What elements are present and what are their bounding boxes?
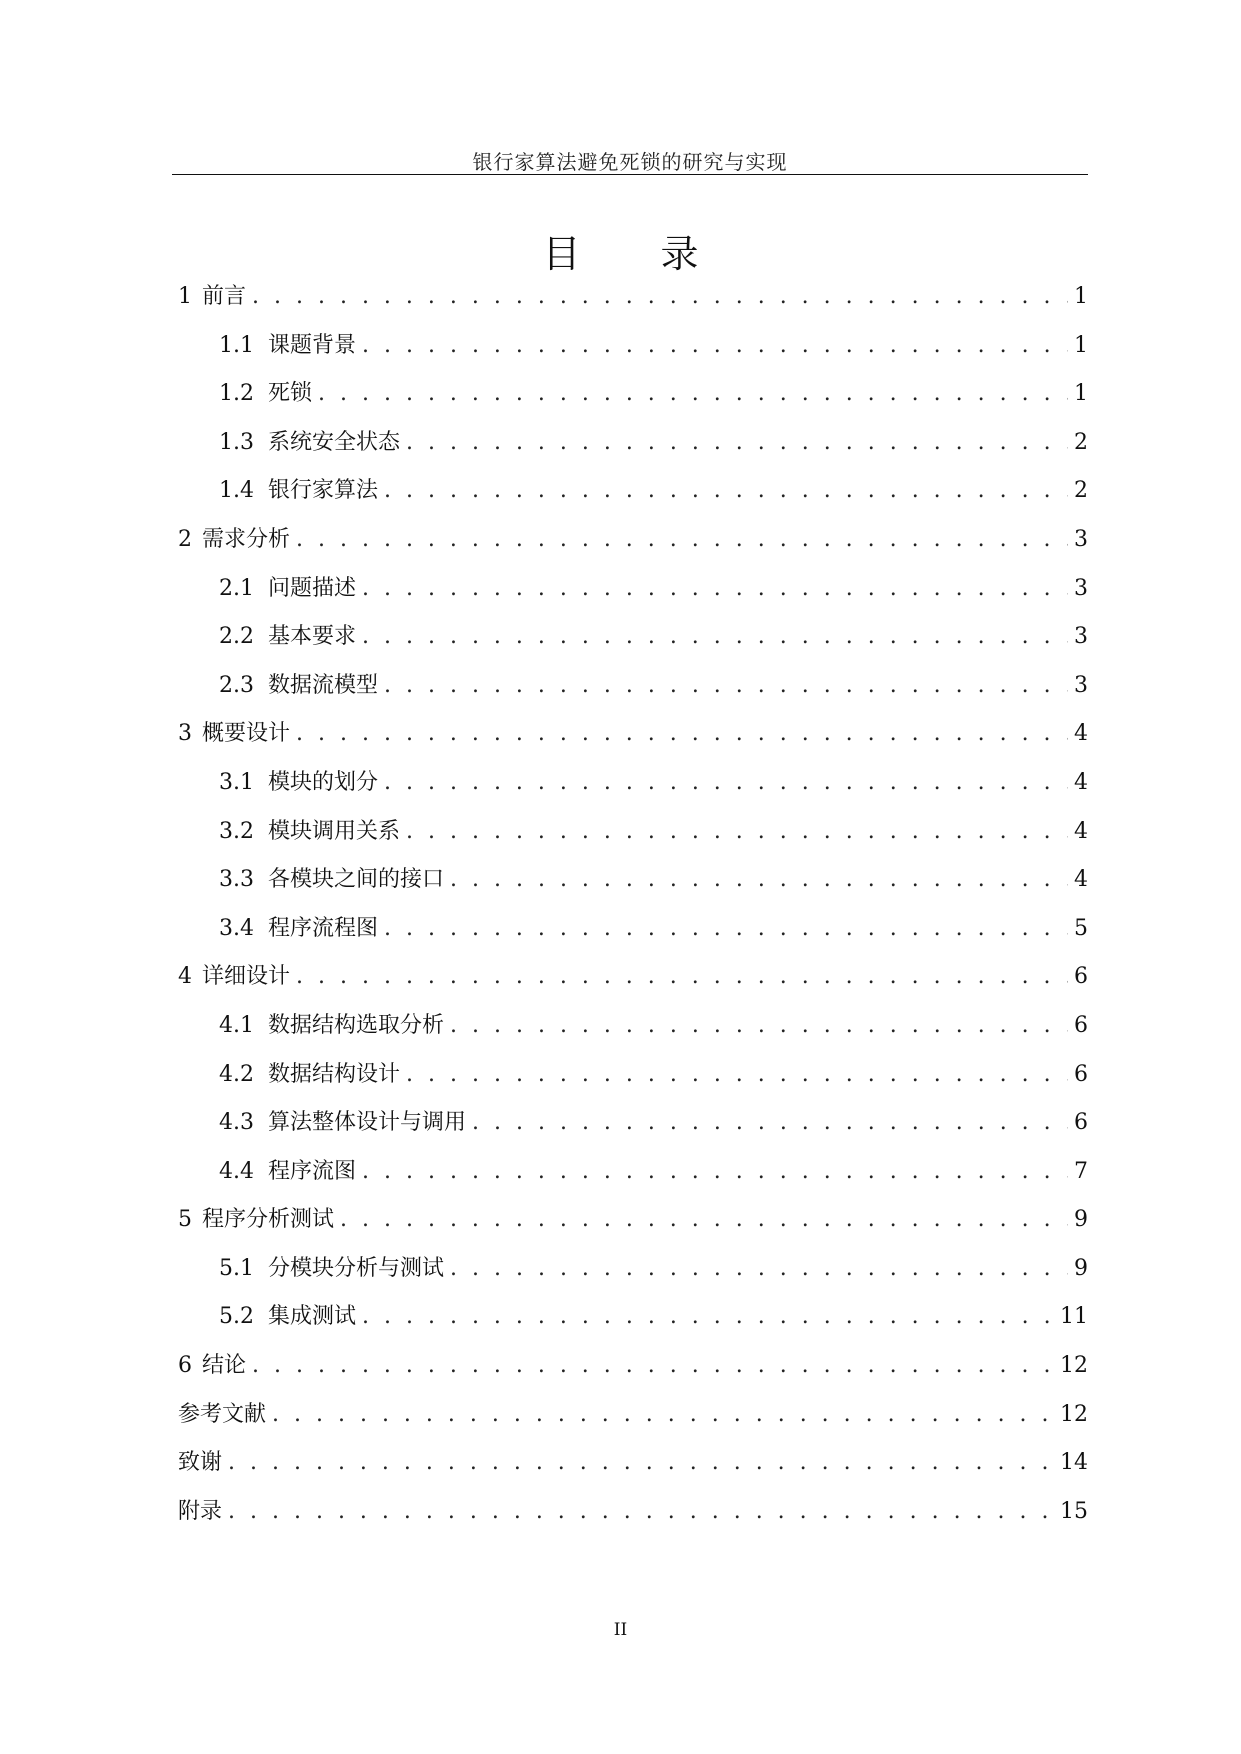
toc-entry[interactable] [178, 379, 1088, 428]
toc-entry-title: 数据结构选取分析 [268, 1012, 445, 1038]
toc-entry-label [219, 1108, 466, 1138]
toc-entry[interactable] [178, 331, 1088, 380]
toc-entry-title: 概要设计 [202, 721, 291, 747]
toc-entry-title: 问题描述 [268, 575, 357, 601]
toc-entry[interactable] [178, 817, 1088, 866]
toc-entry-title: 银行家算法 [268, 478, 379, 504]
dot-leader [252, 282, 1068, 312]
toc-title: 目 录 [542, 232, 733, 277]
toc-entry-title: 数据流模型 [268, 672, 379, 698]
toc-entry-title: 程序分析测试 [202, 1207, 335, 1233]
toc-entry-page: 3 [1074, 672, 1088, 698]
toc-entry-title: 模块调用关系 [268, 818, 401, 844]
toc-entry-title: 数据结构设计 [268, 1061, 401, 1087]
toc-entry-title: 需求分析 [202, 526, 291, 552]
dot-leader [296, 525, 1068, 555]
toc-entry-page: 4 [1074, 721, 1088, 747]
toc-entry-page: 6 [1074, 964, 1088, 990]
dot-leader [272, 1400, 1054, 1430]
dot-leader [362, 622, 1068, 652]
dot-leader [362, 1302, 1054, 1332]
toc-entry[interactable] [178, 1254, 1088, 1303]
toc-entry-label [219, 622, 356, 652]
toc-entry-page: 6 [1074, 1061, 1088, 1087]
toc-entry-page: 5 [1074, 915, 1088, 941]
toc-entry-title: 程序流程图 [268, 915, 379, 941]
toc-entry-page: 4 [1074, 769, 1088, 795]
toc-entry-page: 2 [1074, 429, 1088, 455]
dot-leader [406, 1060, 1068, 1090]
toc-entry[interactable] [178, 622, 1088, 671]
toc-entry-page: 1 [1074, 332, 1088, 358]
dot-leader [384, 476, 1068, 506]
toc-entry[interactable] [178, 1205, 1088, 1254]
toc-entry-label [219, 817, 400, 847]
toc-entry[interactable] [178, 574, 1088, 623]
dot-leader [228, 1497, 1054, 1527]
toc-entry-number: 3.4 [219, 915, 254, 941]
toc-entry-label [178, 525, 290, 555]
toc-entry-label [219, 1302, 356, 1332]
toc-entry-number: 5.2 [219, 1304, 254, 1330]
toc-entry-title: 死锁 [268, 381, 313, 407]
dot-leader [450, 865, 1068, 895]
toc-entry-title: 详细设计 [202, 964, 291, 990]
toc-entry-page: 15 [1060, 1498, 1088, 1524]
toc-entry-title: 各模块之间的接口 [268, 867, 445, 893]
toc-entry[interactable] [178, 282, 1088, 331]
toc-entry-label [178, 282, 246, 312]
toc-entry-number: 4.2 [219, 1061, 254, 1087]
toc-entry-title: 系统安全状态 [268, 429, 401, 455]
dot-leader [450, 1011, 1068, 1041]
toc-entry-label [219, 428, 400, 458]
toc-entry-number: 3.1 [219, 769, 254, 795]
table-of-contents [178, 282, 1088, 1545]
toc-entry-label [219, 768, 378, 798]
toc-entry[interactable] [178, 1448, 1088, 1497]
toc-entry[interactable] [178, 1060, 1088, 1109]
toc-entry-number: 1.4 [219, 478, 254, 504]
toc-entry-page: 2 [1074, 478, 1088, 504]
toc-entry[interactable] [178, 1157, 1088, 1206]
toc-entry-page: 12 [1060, 1401, 1088, 1427]
toc-entry-label [178, 962, 290, 992]
toc-entry[interactable] [178, 1108, 1088, 1157]
toc-entry[interactable] [178, 719, 1088, 768]
dot-leader [318, 379, 1068, 409]
toc-entry-number: 1.3 [219, 429, 254, 455]
toc-entry[interactable] [178, 962, 1088, 1011]
toc-entry-label [219, 1011, 444, 1041]
toc-entry[interactable] [178, 671, 1088, 720]
toc-entry-label [178, 1448, 222, 1478]
toc-entry-label [219, 476, 378, 506]
toc-entry-number: 4 [178, 964, 192, 990]
toc-entry-label [219, 865, 444, 895]
toc-entry-number: 1.2 [219, 381, 254, 407]
dot-leader [406, 817, 1068, 847]
toc-entry[interactable] [178, 1497, 1088, 1546]
toc-entry-page: 1 [1074, 381, 1088, 407]
toc-entry-label [219, 1060, 400, 1090]
dot-leader [362, 574, 1068, 604]
toc-entry-page: 11 [1060, 1304, 1088, 1330]
toc-entry-number: 1.1 [219, 332, 254, 358]
dot-leader [384, 914, 1068, 944]
toc-entry-number: 4.3 [219, 1110, 254, 1136]
toc-entry-number: 2 [178, 526, 192, 552]
toc-entry-page: 3 [1074, 624, 1088, 650]
toc-entry[interactable] [178, 1400, 1088, 1449]
toc-entry-page: 3 [1074, 526, 1088, 552]
dot-leader [472, 1108, 1068, 1138]
toc-entry-page: 7 [1074, 1158, 1088, 1184]
toc-entry-number: 6 [178, 1353, 192, 1379]
toc-entry-title: 致谢 [178, 1450, 223, 1476]
toc-entry-number: 2.3 [219, 672, 254, 698]
toc-entry-title: 算法整体设计与调用 [268, 1110, 467, 1136]
toc-entry-label [178, 1497, 222, 1527]
dot-leader [362, 331, 1068, 361]
toc-entry-page: 4 [1074, 867, 1088, 893]
toc-entry-label [219, 379, 312, 409]
toc-entry-title: 课题背景 [268, 332, 357, 358]
toc-entry-number: 2.1 [219, 575, 254, 601]
toc-entry-page: 4 [1074, 818, 1088, 844]
toc-entry-page: 9 [1074, 1255, 1088, 1281]
toc-entry-label [219, 331, 356, 361]
dot-leader [450, 1254, 1068, 1284]
dot-leader [406, 428, 1068, 458]
toc-entry-title: 基本要求 [268, 624, 357, 650]
toc-entry-number: 4.1 [219, 1012, 254, 1038]
toc-entry-page: 9 [1074, 1207, 1088, 1233]
dot-leader [228, 1448, 1054, 1478]
dot-leader [384, 768, 1068, 798]
toc-entry-title: 模块的划分 [268, 769, 379, 795]
toc-entry-page: 3 [1074, 575, 1088, 601]
toc-entry[interactable] [178, 1302, 1088, 1351]
toc-entry-number: 2.2 [219, 624, 254, 650]
toc-entry[interactable] [178, 1351, 1088, 1400]
toc-entry-title: 前言 [202, 284, 247, 309]
dot-leader [296, 719, 1068, 749]
toc-entry-label [178, 719, 290, 749]
toc-entry-number: 5.1 [219, 1255, 254, 1281]
toc-entry-label [219, 914, 378, 944]
toc-entry-label [219, 671, 378, 701]
toc-entry-number: 5 [178, 1207, 192, 1233]
toc-entry-label [219, 1157, 356, 1187]
toc-entry-page: 6 [1074, 1110, 1088, 1136]
dot-leader [384, 671, 1068, 701]
toc-entry-title: 集成测试 [268, 1304, 357, 1330]
toc-entry-page: 14 [1060, 1450, 1088, 1476]
toc-entry[interactable] [178, 428, 1088, 477]
toc-entry-number: 1 [178, 284, 192, 309]
toc-entry[interactable] [178, 768, 1088, 817]
toc-entry[interactable] [178, 476, 1088, 525]
toc-entry-number: 4.4 [219, 1158, 254, 1184]
dot-leader [296, 962, 1068, 992]
toc-entry-label [219, 1254, 444, 1284]
toc-entry-label [178, 1205, 334, 1235]
dot-leader [252, 1351, 1054, 1381]
toc-entry[interactable] [178, 914, 1088, 963]
toc-entry[interactable] [178, 1011, 1088, 1060]
toc-entry-label [178, 1400, 266, 1430]
toc-entry-page: 12 [1060, 1353, 1088, 1379]
toc-entry-label [219, 574, 356, 604]
toc-entry-page: 6 [1074, 1012, 1088, 1038]
toc-entry-page: 1 [1074, 284, 1088, 309]
toc-entry-title: 参考文献 [178, 1401, 267, 1427]
toc-entry[interactable] [178, 865, 1088, 914]
page-number: II [613, 1620, 628, 1640]
toc-entry-number: 3 [178, 721, 192, 747]
header-rule [172, 174, 1088, 175]
running-header: 银行家算法避免死锁的研究与实现 [472, 150, 788, 174]
toc-entry-label [178, 1351, 246, 1381]
toc-entry-number: 3.2 [219, 818, 254, 844]
toc-entry-number: 3.3 [219, 867, 254, 893]
toc-entry-title: 结论 [202, 1353, 247, 1379]
toc-entry-title: 分模块分析与测试 [268, 1255, 445, 1281]
toc-entry-title: 附录 [178, 1498, 223, 1524]
dot-leader [340, 1205, 1068, 1235]
dot-leader [362, 1157, 1068, 1187]
toc-entry-title: 程序流图 [268, 1158, 357, 1184]
toc-entry[interactable] [178, 525, 1088, 574]
